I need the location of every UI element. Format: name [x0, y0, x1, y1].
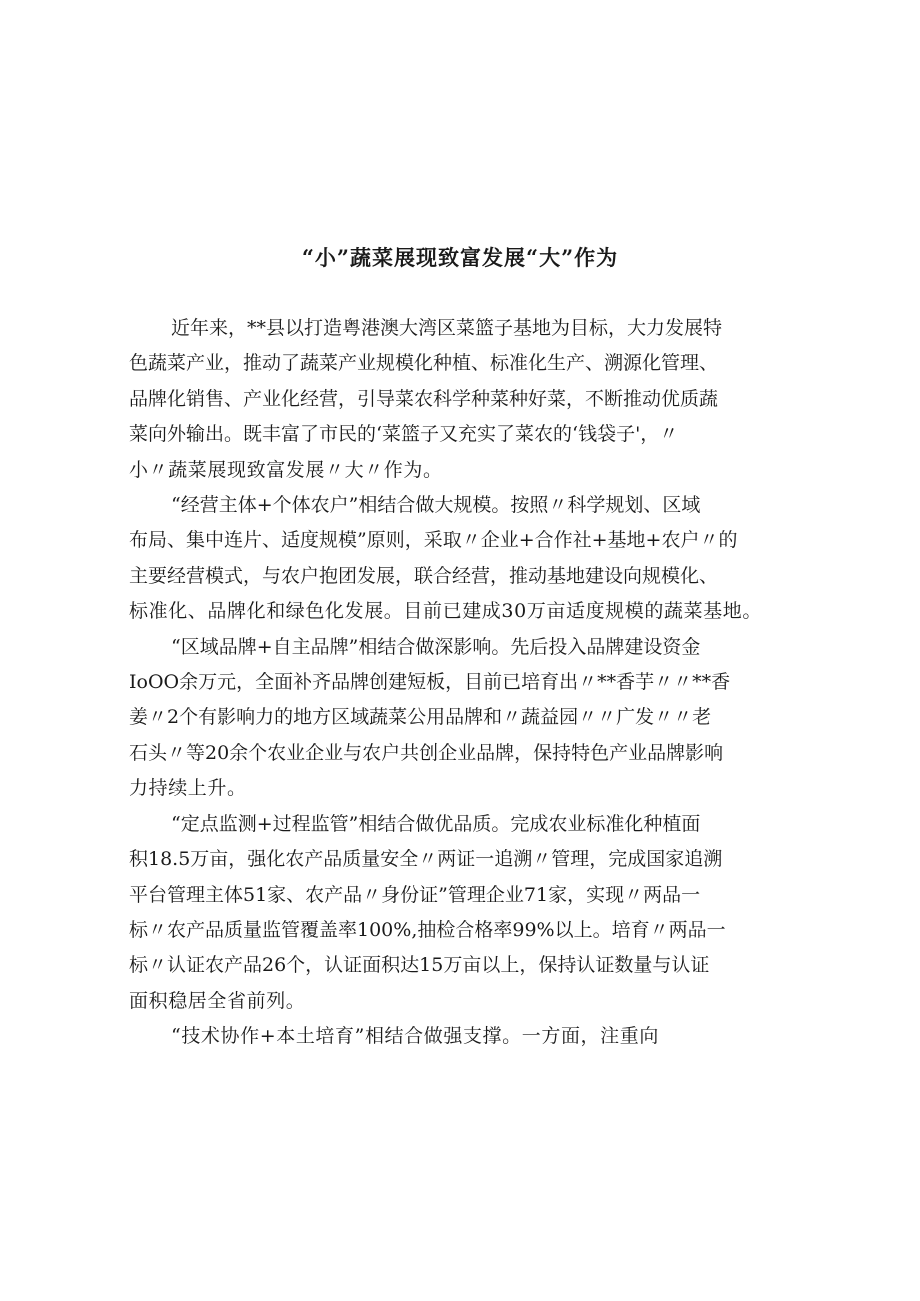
- text-line: 姜〃2个有影响力的地方区域蔬菜公用品牌和〃蔬益园〃〃广发〃〃老: [129, 706, 712, 729]
- text-line: 标准化、品牌化和绿色化发展。目前已建成30万亩适度规模的蔬菜基地。: [129, 600, 762, 623]
- text-line: 色蔬菜产业，推动了蔬菜产业规模化种植、标准化生产、溯源化管理、: [129, 352, 719, 375]
- text-line: 力持续上升。: [129, 777, 247, 800]
- text-line: 小〃蔬菜展现致富发展〃大〃作为。: [129, 458, 443, 481]
- paragraph-quality: [129, 807, 803, 1019]
- text-line: 面积稳居全省前列。: [129, 989, 306, 1012]
- text-line: 布局、集中连片、适度规模”原则，采取〃企业+合作社+基地+农户〃的: [129, 529, 738, 552]
- text-line: 主要经营模式，与农户抱团发展，联合经营，推动基地建设向规模化、: [129, 564, 719, 587]
- text-line: “区域品牌+自主品牌”相结合做深影响。先后投入品牌建设资金: [171, 635, 701, 658]
- document-title: “小”蔬菜展现致富发展“大”作为: [301, 245, 619, 270]
- text-line: “经营主体+个体农户”相结合做大规模。按照〃科学规划、区域: [171, 494, 701, 517]
- text-line: 近年来，**县以打造粤港澳大湾区菜篮子基地为目标，大力发展特: [171, 317, 723, 339]
- document-body: [129, 311, 803, 1055]
- text-line: 菜向外输出。既丰富了市民的‘菜篮子又充实了菜农的‘钱袋子'，〃: [129, 423, 679, 446]
- text-line: 品牌化销售、产业化经营，引导菜农科学种菜种好菜，不断推动优质蔬: [129, 387, 719, 410]
- text-line: 标〃认证农产品26个，认证面积达15万亩以上，保持认证数量与认证: [129, 954, 710, 977]
- text-line: IoOO余万元，全面补齐品牌创建短板，目前已培育出〃**香芋〃〃**香: [129, 671, 731, 694]
- text-line: 平台管理主体51家、农产品〃身份证”管理企业71家，实现〃两品一: [129, 883, 701, 906]
- paragraph-support: [129, 1019, 803, 1054]
- text-line: 标〃农产品质量监管覆盖率100%,抽检合格率99%以上。培育〃两品一: [129, 918, 726, 941]
- text-line: 积18.5万亩，强化农产品质量安全〃两证一追溯〃管理，完成国家追溯: [129, 848, 723, 871]
- paragraph-intro: [129, 311, 803, 488]
- paragraph-brand: [129, 630, 803, 807]
- text-line: “定点监测+过程监管”相结合做优品质。完成农业标准化种植面: [171, 812, 701, 835]
- paragraph-scale: [129, 488, 803, 630]
- text-line: “技术协作+本土培育”相结合做强支撑。一方面，注重向: [171, 1025, 659, 1048]
- text-line: 石头〃等20余个农业企业与农户共创企业品牌，保持特色产业品牌影响: [129, 741, 724, 764]
